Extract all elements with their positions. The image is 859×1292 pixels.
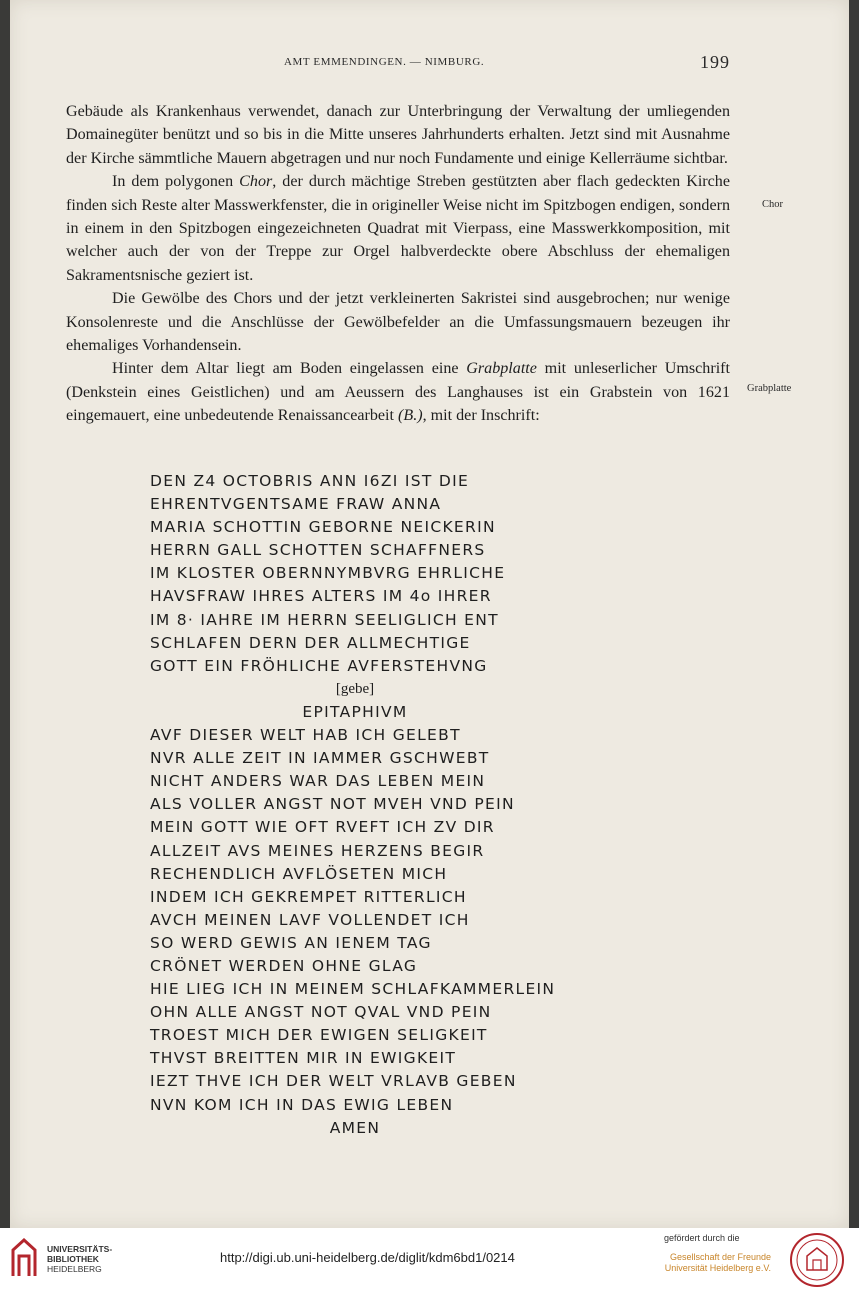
- inscription-line: INDEM ICH GEKREMPET RITTERLICH: [150, 887, 467, 906]
- inscription-line: MEIN GOTT WIE OFT RVEFT ICH ZV DIR: [150, 818, 495, 837]
- funded-by-label: gefördert durch die: [664, 1233, 740, 1243]
- inscription-line: NVR ALLE ZEIT IN IAMMER GSCHWEBT: [150, 749, 490, 768]
- university-seal-icon: [789, 1232, 845, 1288]
- inscription-line: IEZT THVE ICH DER WELT VRLAVB GEBEN: [150, 1072, 517, 1091]
- inscription-line: HIE LIEG ICH IN MEINEM SCHLAFKAMMERLEIN: [150, 980, 556, 999]
- page-header: [10, 52, 849, 76]
- library-name-line3: HEIDELBERG: [47, 1264, 102, 1274]
- inscription-line: RECHENDLICH AVFLÖSETEN MICH: [150, 864, 448, 883]
- digitization-url-link[interactable]: http://digi.ub.uni-heidelberg.de/diglit/kdm6bd1/0214: [220, 1250, 515, 1265]
- sponsor-name: [661, 1252, 771, 1274]
- scanned-page: [10, 0, 849, 1228]
- inscription-line: IM 8· IAHRE IM HERRN SEELIGLICH ENT: [150, 610, 499, 629]
- sponsor-line2: Universität Heidelberg e.V.: [664, 1263, 771, 1273]
- paragraph-2: [66, 170, 730, 287]
- paragraph-3: Die Gewölbe des Chors und der jetzt verkleinerten Sakristei sind ausgebrochen; nur wenige Konsolenreste und die Anschlüsse der Gewölbefelder an die Umfassungsmauern bezeugen ihr ehemaliges Vorhandensein.: [66, 290, 730, 355]
- paragraph-4-text-end: , mit der Inschrift:: [422, 407, 540, 425]
- paragraph-4: [66, 357, 730, 427]
- inscription-line: NICHT ANDERS WAR DAS LEBEN MEIN: [150, 772, 486, 791]
- page-number: 199: [700, 52, 730, 72]
- margin-note-chor: Chor: [762, 199, 783, 210]
- inscription-line: ALLZEIT AVS MEINES HERZENS BEGIR: [150, 841, 485, 860]
- inscription-line: IM KLOSTER OBERNNYMBVRG EHRLICHE: [150, 564, 506, 583]
- inscription-line: AVF DIESER WELT HAB ICH GELEBT: [150, 726, 461, 745]
- inscription-line: SCHLAFEN DERN DER ALLMECHTIGE: [150, 633, 471, 652]
- inscription-line: NVN KOM ICH IN DAS EWIG LEBEN: [150, 1095, 454, 1114]
- library-name: [47, 1244, 112, 1274]
- inscription-line: GOTT EIN FRÖHLICHE AVFERSTEHVNG: [150, 656, 488, 675]
- paragraph-4-text: Hinter dem Altar liegt am Boden eingelassen eine: [112, 360, 467, 378]
- inscription-line: HAVSFRAW IHRES ALTERS IM 4o IHRER: [150, 587, 492, 606]
- paragraph-4-text-mid: mit unleserlicher Umschrift (Denkstein eines Geistlichen) und am Aeussern des Langhauses ist ein Grabstein von 1621 eingemauert, eine unbedeutende Renaissancearbeit: [66, 360, 730, 425]
- inscription-line: MARIA SCHOTTIN GEBORNE NEICKERIN: [150, 518, 496, 537]
- margin-note-grabplatte: Grabplatte: [747, 383, 792, 394]
- paragraph-2-text: In dem polygonen: [112, 173, 240, 191]
- inscription-line: AVCH MEINEN LAVF VOLLENDET ICH: [150, 910, 470, 929]
- inscription-line: SO WERD GEWIS AN IENEM TAG: [150, 933, 432, 952]
- inscription-line: CRÖNET WERDEN OHNE GLAG: [150, 956, 418, 975]
- amen-line: AMEN: [329, 1118, 381, 1137]
- inscription-line: THVST BREITTEN MIR IN EWIGKEIT: [150, 1049, 457, 1068]
- library-name-line1: UNIVERSITÄTS-: [47, 1244, 113, 1254]
- inscription-line: HERRN GALL SCHOTTEN SCHAFFNERS: [150, 541, 486, 560]
- inscription-line: TROEST MICH DER EWIGEN SELIGKEIT: [150, 1026, 488, 1045]
- inscription-line: DEN Z4 OCTOBRIS ANN I6ZI IST DIE: [150, 472, 470, 490]
- body-text: [66, 100, 730, 428]
- university-library-logo-icon: [9, 1238, 39, 1278]
- emphasis-chor: Chor: [239, 173, 273, 191]
- inscription-line: OHN ALLE ANGST NOT QVAL VND PEIN: [150, 1003, 492, 1022]
- paragraph-1: Gebäude als Krankenhaus verwendet, danach zur Unterbringung der Verwaltung der umliegenden Domainegüter benützt und so bis in die Mitte unseres Jahrhunderts erhalten. Jetzt sind mit Ausnahme der Kirche sämmtliche Mauern abgetragen und nur noch Fundamente und einige Kellerräume sichtbar.: [66, 103, 730, 167]
- sponsor-line1: Gesellschaft der Freunde: [669, 1252, 771, 1262]
- epitaph-title: EPITAPHIVM: [302, 702, 408, 721]
- footer-bar: [0, 1228, 859, 1292]
- inscription-line: ALS VOLLER ANGST NOT MVEH VND PEIN: [150, 795, 515, 814]
- library-name-line2: BIBLIOTHEK: [47, 1254, 99, 1264]
- inscription-line: EHRENTVGENTSAME FRAW ANNA: [150, 495, 442, 514]
- editor-insertion: [gebe]: [335, 680, 375, 697]
- emphasis-grabplatte: Grabplatte: [466, 360, 537, 378]
- running-head: AMT EMMENDINGEN. — NIMBURG.: [284, 56, 485, 68]
- paragraph-2-text-rest: , der durch mächtige Streben gestützten aber flach gedeckten Kirche finden sich Reste alter Masswerkfenster, die in origineller Weise nicht im Spitzbogen endigen, sondern in einem in den Spitzbogen eingezeichneten Quadrat mit Vierpass, eine Masswerkkomposition, mit welcher auch der von der Treppe zur Orgel halbverdeckte obere Abschluss der ehemaligen Sakramentsnische geziert ist.: [66, 173, 730, 284]
- emphasis-author: (B.): [398, 407, 423, 425]
- inscription: [150, 470, 670, 1140]
